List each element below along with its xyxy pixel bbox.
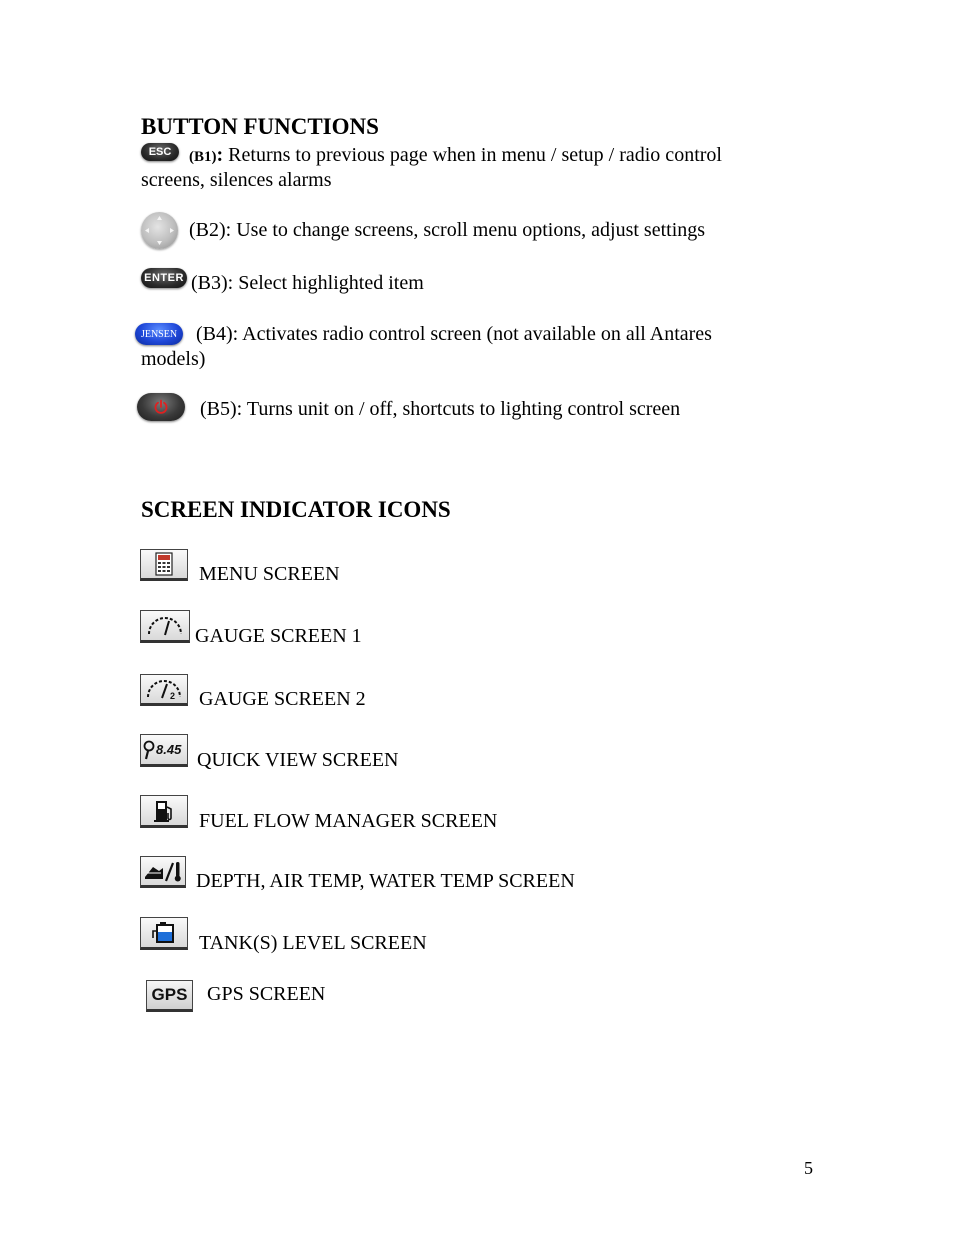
esc-icon-label: ESC: [148, 146, 172, 158]
fuel-pump-icon: [140, 795, 188, 828]
b1-sep: :: [216, 144, 224, 166]
b3-description: [191, 271, 424, 295]
b4-text-line2: models): [141, 348, 206, 370]
b4-text: : Activates radio control screen (not available on all Antares: [232, 323, 712, 345]
gauge-screen-1-label: GAUGE SCREEN 1: [195, 625, 362, 647]
gps-icon-label: GPS: [151, 985, 188, 1004]
enter-icon-label: ENTER: [144, 272, 184, 284]
jensen-icon-label: JENSEN: [140, 328, 178, 340]
b5-description: [200, 397, 680, 421]
gauge-screen-1-icon: [140, 610, 190, 643]
power-button-icon: [137, 393, 185, 421]
depth-temp-icon: [140, 856, 186, 888]
gps-icon: [146, 980, 193, 1012]
b1-description: [189, 143, 722, 169]
b3-text: : Select highlighted item: [227, 272, 424, 294]
depth-temp-label: DEPTH, AIR TEMP, WATER TEMP SCREEN: [196, 870, 575, 892]
screen-indicator-icons-heading: SCREEN INDICATOR ICONS: [141, 497, 451, 522]
esc-button-icon: [141, 143, 179, 161]
b2-text: : Use to change screens, scroll menu options, adjust settings: [225, 219, 706, 241]
b4-description: [196, 322, 712, 346]
directional-pad-icon: [141, 212, 178, 249]
gauge-screen-2-icon: [140, 674, 188, 706]
b2-code: (B2): [189, 219, 226, 241]
tank-level-icon: [140, 917, 188, 950]
b1-code: (B1): [189, 149, 217, 165]
quick-view-icon-label: 8.45: [156, 742, 182, 757]
b2-description: [189, 218, 705, 242]
fuel-flow-label: FUEL FLOW MANAGER SCREEN: [199, 810, 498, 832]
b1-text-line2: screens, silences alarms: [141, 169, 332, 191]
jensen-button-icon: [135, 323, 183, 345]
svg-text:2: 2: [170, 691, 176, 701]
menu-screen-icon: [140, 549, 188, 581]
quick-view-label: QUICK VIEW SCREEN: [197, 749, 399, 771]
tank-level-label: TANK(S) LEVEL SCREEN: [199, 932, 427, 954]
enter-button-icon: [141, 268, 187, 288]
page-number: 5: [804, 1158, 813, 1178]
b3-code: (B3): [191, 272, 228, 294]
gauge-screen-2-label: GAUGE SCREEN 2: [199, 688, 366, 710]
b5-text: : Turns unit on / off, shortcuts to lighting control screen: [236, 398, 681, 420]
b5-code: (B5): [200, 398, 237, 420]
gps-screen-label: GPS SCREEN: [207, 983, 326, 1005]
quick-view-icon: [140, 734, 188, 767]
b1-text: Returns to previous page when in menu / setup / radio control: [228, 144, 722, 166]
button-functions-heading: BUTTON FUNCTIONS: [141, 114, 379, 139]
menu-screen-label: MENU SCREEN: [199, 563, 340, 585]
b4-code: (B4): [196, 323, 233, 345]
